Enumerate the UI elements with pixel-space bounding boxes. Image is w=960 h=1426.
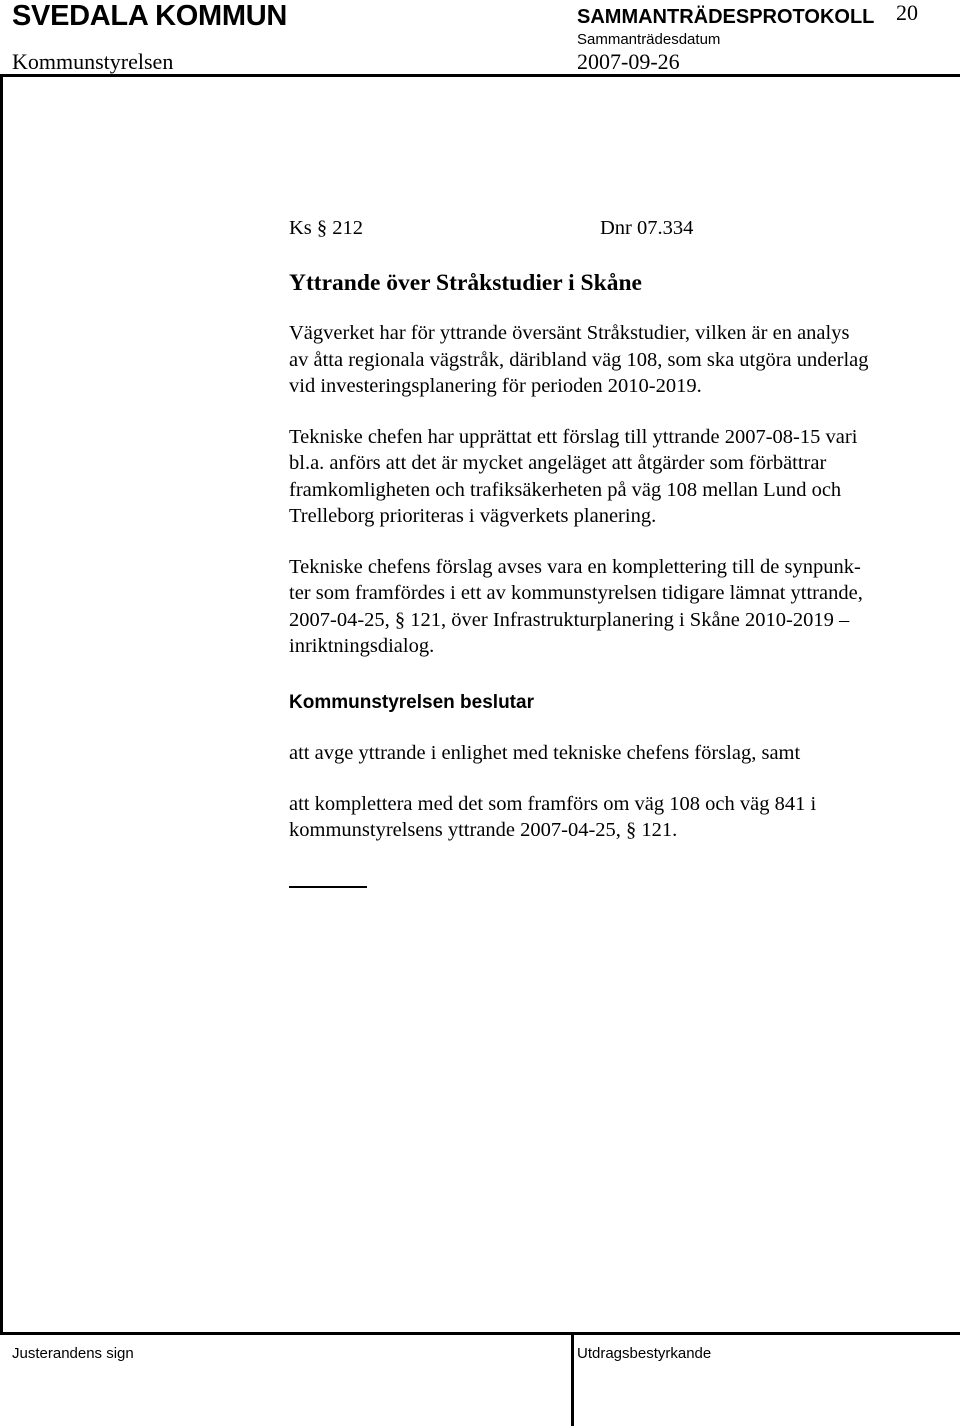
minutes-item [289,215,929,844]
left-margin-rule [0,74,3,1334]
reference-line [289,215,929,242]
text-line: ter som framfördes i ett av kommunstyrelsen tidigare lämnat yttrande, [289,582,863,604]
footer-divider [571,1332,574,1426]
header-rule [0,74,960,77]
paragraph-proposal [289,424,929,530]
document-type: SAMMANTRÄDESPROTOKOLL [577,6,875,28]
extract-certification-label: Utdragsbestyrkande [577,1345,712,1362]
closing-rule [289,886,367,888]
paragraph-supplement [289,554,929,660]
item-title: Yttrande över Stråkstudier i Skåne [289,269,642,296]
footer-rule [0,1332,960,1335]
text-line: av åtta regionala vägstråk, däribland väg 108, som ska utgöra underlag [289,348,869,371]
case-number: Dnr 07.334 [600,217,694,239]
signature-label: Justerandens sign [12,1345,134,1362]
text-line: bl.a. anförs att det är mycket angeläget att åtgärder som förbättrar [289,452,827,474]
text-line: Tekniske chefen har upprättat ett förslag till yttrande 2007-08-15 vari [289,425,858,448]
text-line: Trelleborg prioriteras i vägverkets planering. [289,505,657,527]
decision-heading: Kommunstyrelsen beslutar [289,691,534,713]
text-line: att komplettera med det som framförs om väg 108 och väg 841 i [289,792,817,815]
text-line: vid investeringsplanering för perioden 2010-2019. [289,375,702,397]
decision-clause: att avge yttrande i enlighet med tekniske chefens förslag, samt [289,742,801,764]
text-line: framkomligheten och trafiksäkerheten på väg 108 mellan Lund och [289,478,842,501]
text-line: Vägverket har för yttrande översänt Stråkstudier, vilken är en analys [289,322,850,344]
decision-clause-2 [289,791,929,844]
page-number: 20 [896,0,918,25]
text-line: inriktningsdialog. [289,635,435,657]
meeting-date: 2007-09-26 [577,49,680,74]
text-line: Tekniske chefens förslag avses vara en komplettering till de synpunk- [289,555,861,578]
meeting-date-label: Sammanträdesdatum [577,31,721,48]
text-line: 2007-04-25, § 121, över Infrastrukturplanering i Skåne 2010-2019 – [289,608,850,631]
paragraph-background [289,320,929,400]
committee-name: Kommunstyrelsen [12,49,174,74]
organization-name: SVEDALA KOMMUN [12,0,288,32]
item-reference: Ks § 212 [289,217,364,239]
text-line: kommunstyrelsens yttrande 2007-04-25, § 121. [289,819,678,841]
